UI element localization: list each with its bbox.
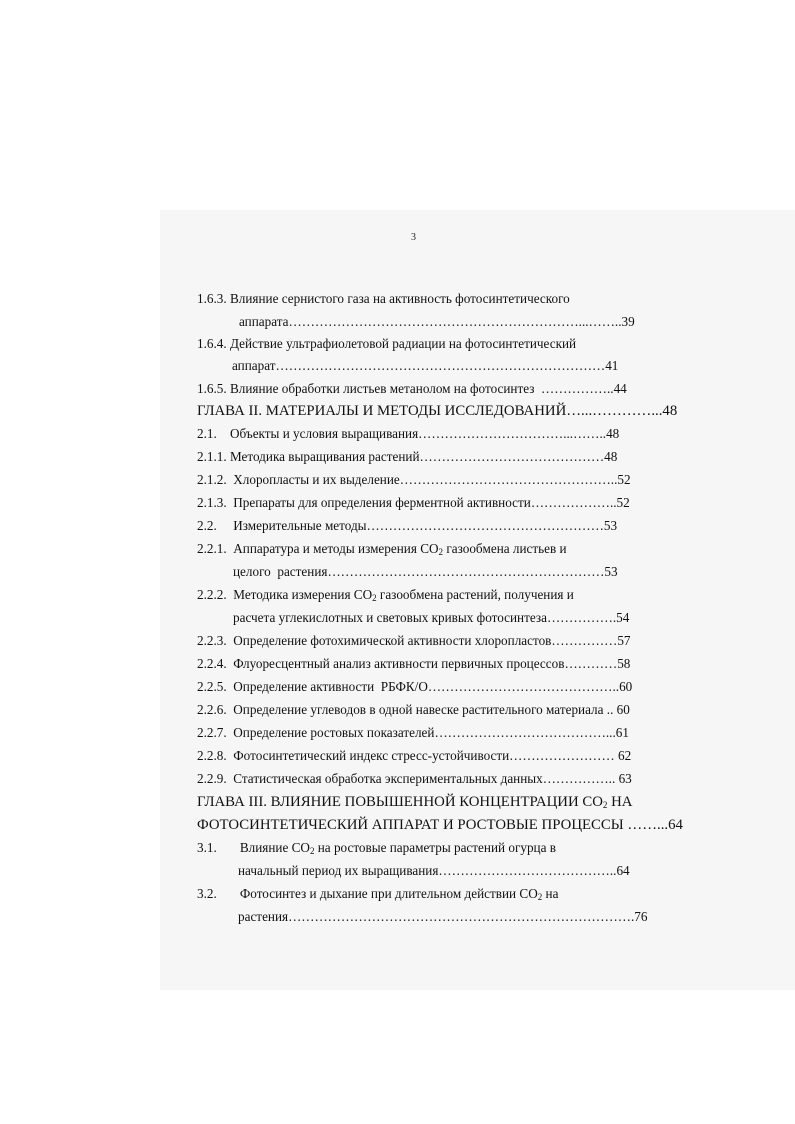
toc-chapter-3-cont: ФОТОСИНТЕТИЧЕСКИЙ АППАРАТ И РОСТОВЫЕ ПРОЦЕССЫ ……...64 (197, 817, 683, 833)
toc-entry-3-1: 3.1. Влияние $CO_2$ на ростовые параметры растений огурца в (197, 840, 556, 856)
toc-entry-2-2-8: 2.2.8. Фотосинтетический индекс стресс-устойчивости…………………… 62 (197, 748, 632, 763)
toc-entry-1-6-3: 1.6.3. Влияние сернистого газа на активность фотосинтетического (197, 291, 570, 306)
toc-entry-2-2-9: 2.2.9. Статистическая обработка экспериментальных данных…………….. 63 (197, 771, 632, 786)
toc-entry-1-6-3-cont: аппарата…………………………………………………………...……..39 (239, 314, 635, 329)
toc-entry-1-6-4: 1.6.4. Действие ультрафиолетовой радиации на фотосинтетический (197, 336, 577, 351)
page-number: 3 (411, 232, 416, 243)
toc-entry-2-1: 2.1. Объекты и условия выращивания……………………………...……..48 (197, 426, 620, 441)
toc-entry-2-2-6: 2.2.6. Определение углеводов в одной навеске растительного материала .. 60 (197, 702, 630, 717)
toc-entry-1-6-4-cont: аппарат…………………………………………………………………41 (232, 358, 619, 373)
toc-entry-2-2-2: 2.2.2. Методика измерения $CO_2$ газообмена растений, получения и (197, 587, 574, 603)
toc-entry-2-2-5: 2.2.5. Определение активности РБФК/О……………………………………..60 (197, 679, 633, 694)
toc-chapter-3: ГЛАВА III. ВЛИЯНИЕ ПОВЫШЕННОЙ КОНЦЕНТРАЦИИ $CO_2$ НА (197, 794, 633, 810)
toc-entry-3-2: 3.2. Фотосинтез и дыхание при длительном действии $CO_2$ на (197, 886, 559, 902)
toc-entry-2-2-7: 2.2.7. Определение ростовых показателей…………………………………...61 (197, 725, 629, 740)
toc-entry-2-2-1-cont: целого растения………………………………………………………53 (233, 564, 618, 579)
toc-entry-2-2-2-cont: расчета углекислотных и световых кривых фотосинтеза…………….54 (233, 610, 630, 625)
toc-entry-1-6-5: 1.6.5. Влияние обработки листьев метанолом на фотосинтез ……………..44 (197, 381, 627, 396)
toc-entry-2-2-3: 2.2.3. Определение фотохимической активности хлоропластов……………57 (197, 633, 631, 648)
toc-entry-2-1-1: 2.1.1. Методика выращивания растений……………………………………48 (197, 449, 618, 464)
toc-entry-2-2: 2.2. Измерительные методы………………………………………………53 (197, 518, 618, 533)
toc-entry-2-1-3: 2.1.3. Препараты для определения ферментной активности………………..52 (197, 495, 630, 510)
toc-entry-2-2-1: 2.2.1. Аппаратура и методы измерения $CO_2$ газообмена листьев и (197, 541, 567, 557)
toc-entry-3-1-cont: начальный период их выращивания…………………………………..64 (238, 863, 630, 878)
toc-chapter-2: ГЛАВА II. МАТЕРИАЛЫ И МЕТОДЫ ИССЛЕДОВАНИЙ…...…………...48 (197, 403, 678, 419)
toc-entry-2-2-4: 2.2.4. Флуоресцентный анализ активности первичных процессов…………58 (197, 656, 631, 671)
toc-entry-2-1-2: 2.1.2. Хлоропласты и их выделение…………………………………………..52 (197, 472, 631, 487)
toc-entry-3-2-cont: растения…………………………………………………………………….76 (238, 909, 648, 924)
